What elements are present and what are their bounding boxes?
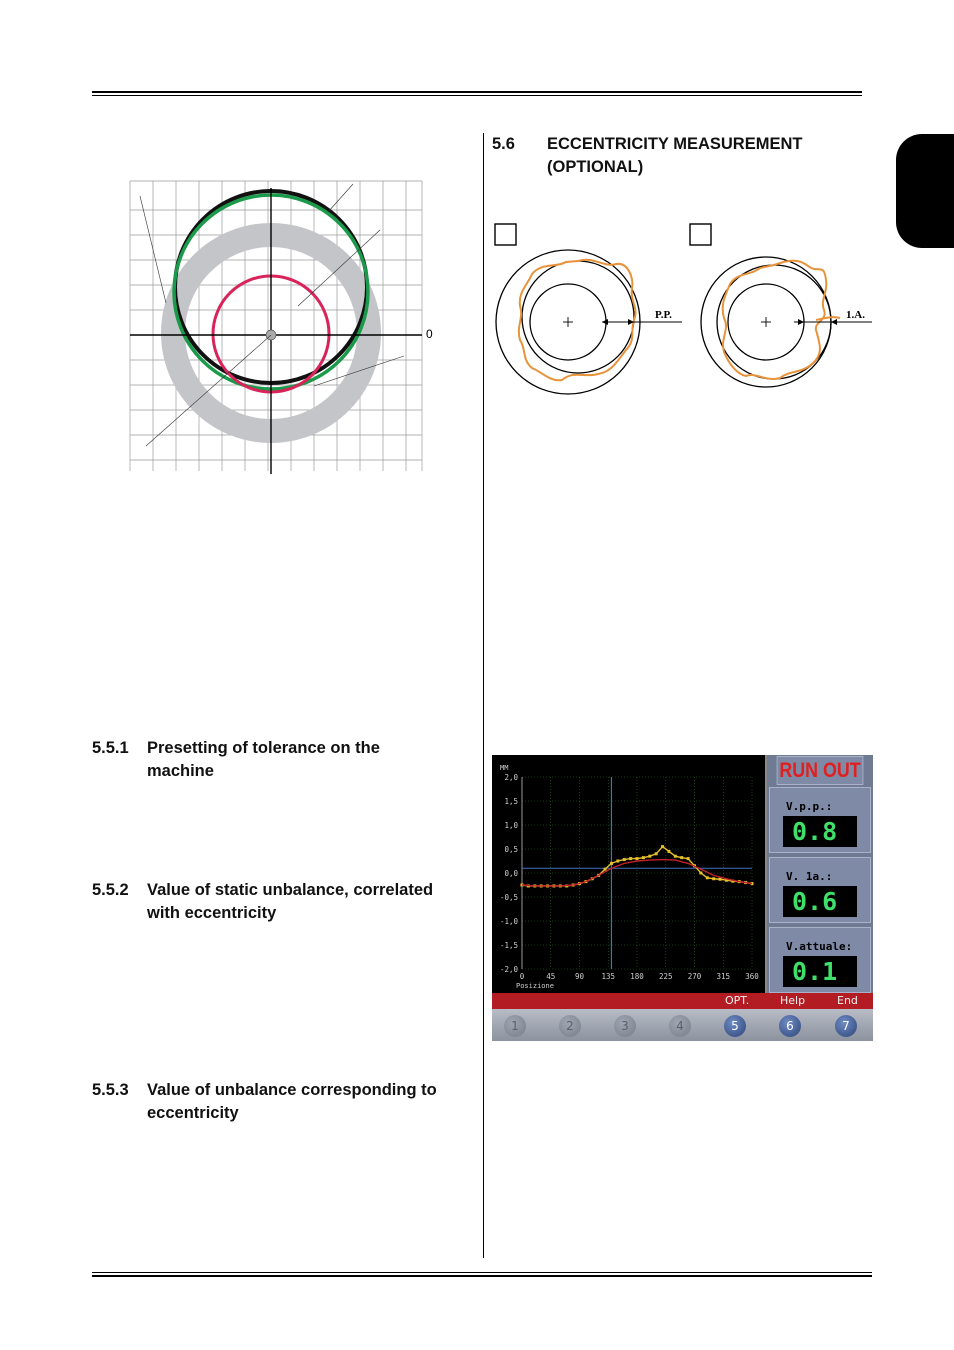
button-1[interactable]: 1 bbox=[504, 1015, 526, 1037]
zero-label: 0 bbox=[426, 327, 433, 341]
opt-key-label[interactable]: OPT. bbox=[725, 994, 750, 1007]
y-tick-label: -1,0 bbox=[499, 917, 518, 926]
series-point bbox=[604, 868, 607, 871]
x-tick-label: 270 bbox=[687, 972, 702, 981]
y-tick-label: 1,0 bbox=[504, 821, 518, 830]
v1a-panel bbox=[769, 857, 871, 923]
heading-5-5-2-line1: Value of static unbalance, correlated bbox=[147, 881, 434, 899]
top-rule bbox=[92, 91, 862, 93]
series-point bbox=[712, 877, 715, 880]
series-point bbox=[680, 856, 683, 859]
button-3[interactable]: 3 bbox=[614, 1015, 636, 1037]
help-key-label[interactable]: Help bbox=[780, 994, 806, 1007]
bottom-rule bbox=[92, 1272, 872, 1273]
y-tick-label: 2,0 bbox=[504, 773, 518, 782]
pp-label: P.P. bbox=[655, 309, 672, 321]
button-4[interactable]: 4 bbox=[669, 1015, 691, 1037]
v1a-label: V. 1a.: bbox=[786, 870, 833, 883]
button-7[interactable]: 7 bbox=[835, 1015, 857, 1037]
heading-5-5-3-line1: Value of unbalance corresponding to bbox=[147, 1081, 437, 1099]
function-key-bar bbox=[492, 993, 873, 1009]
runout-figures bbox=[494, 222, 876, 402]
y-tick-label: -1,5 bbox=[499, 941, 518, 950]
heading-5-6-title-line2: (OPTIONAL) bbox=[547, 158, 644, 176]
series-point bbox=[623, 858, 626, 861]
heading-5-5-1-number: 5.5.1 bbox=[92, 739, 129, 757]
series-point bbox=[706, 876, 709, 879]
series-point bbox=[636, 857, 639, 860]
runout-plot-area bbox=[492, 755, 765, 993]
figure-pp bbox=[496, 250, 682, 394]
x-tick-label: 360 bbox=[745, 972, 759, 981]
x-tick-label: 180 bbox=[630, 972, 644, 981]
x-tick-label: 225 bbox=[658, 972, 673, 981]
series-point bbox=[674, 855, 677, 858]
vatt-panel bbox=[769, 927, 871, 993]
y-tick-label: 0,5 bbox=[504, 845, 518, 854]
figure-a-checkbox bbox=[495, 224, 516, 245]
heading-5-6-title-line1: ECCENTRICITY MEASUREMENT bbox=[547, 135, 803, 153]
heading-5-5-3-number: 5.5.3 bbox=[92, 1081, 129, 1099]
top-rule-thin bbox=[92, 95, 862, 96]
series-point bbox=[616, 860, 619, 863]
heading-5-6 bbox=[492, 133, 832, 183]
vpp-value: 0.8 bbox=[783, 816, 857, 847]
x-tick-label: 315 bbox=[716, 972, 731, 981]
button-5[interactable]: 5 bbox=[724, 1015, 746, 1037]
heading-5-5-3-line2: eccentricity bbox=[147, 1104, 239, 1122]
vatt-value: 0.1 bbox=[783, 956, 857, 987]
runout-chart bbox=[492, 755, 765, 993]
bottom-rule-thick bbox=[92, 1275, 872, 1277]
button-6[interactable]: 6 bbox=[779, 1015, 801, 1037]
y-tick-label: 0,0 bbox=[504, 869, 518, 878]
heading-5-5-2-number: 5.5.2 bbox=[92, 881, 129, 899]
series-point bbox=[610, 862, 613, 865]
1a-label: 1.A. bbox=[846, 309, 865, 321]
series-point bbox=[667, 850, 670, 853]
heading-5-5-1-line1: Presetting of tolerance on the bbox=[147, 739, 380, 757]
v1a-value: 0.6 bbox=[783, 886, 857, 917]
series-point bbox=[699, 872, 702, 875]
run-out-title: RUN OUT bbox=[777, 756, 864, 785]
button-2[interactable]: 2 bbox=[559, 1015, 581, 1037]
end-key-label[interactable]: End bbox=[837, 994, 858, 1007]
heading-5-5-1 bbox=[92, 737, 474, 785]
vpp-panel bbox=[769, 787, 871, 853]
column-divider bbox=[483, 133, 484, 1258]
vatt-label: V.attuale: bbox=[786, 940, 853, 953]
heading-5-6-number: 5.6 bbox=[492, 135, 515, 153]
y-tick-label: -0,5 bbox=[499, 893, 518, 902]
x-tick-label: 90 bbox=[574, 972, 585, 981]
series-point bbox=[629, 857, 632, 860]
figure-1a bbox=[701, 257, 872, 387]
heading-5-5-1-line2: machine bbox=[147, 762, 214, 780]
y-axis-label: MM bbox=[500, 764, 509, 772]
x-tick-label: 135 bbox=[601, 972, 616, 981]
x-tick-label: 0 bbox=[519, 972, 525, 981]
heading-5-5-2 bbox=[92, 879, 474, 927]
series-point bbox=[648, 855, 651, 858]
y-tick-label: 1,5 bbox=[504, 797, 518, 806]
series-point bbox=[642, 856, 645, 859]
eccentricity-diagram bbox=[128, 178, 438, 476]
heading-5-5-2-line2: with eccentricity bbox=[147, 904, 277, 922]
x-tick-label: 45 bbox=[546, 972, 556, 981]
heading-5-5-3 bbox=[92, 1079, 474, 1127]
series-point bbox=[661, 845, 664, 848]
button-bar bbox=[492, 1009, 873, 1041]
vpp-label: V.p.p.: bbox=[786, 800, 833, 813]
figure-b-checkbox bbox=[690, 224, 711, 245]
readout-sidebar bbox=[767, 755, 873, 993]
runout-screen bbox=[492, 755, 873, 1041]
series-point bbox=[655, 852, 658, 855]
x-axis-label: Posizione bbox=[516, 982, 554, 990]
series-point bbox=[687, 857, 690, 860]
chapter-tab bbox=[896, 134, 954, 248]
y-tick-label: -2,0 bbox=[499, 965, 518, 974]
series-point bbox=[719, 878, 722, 881]
